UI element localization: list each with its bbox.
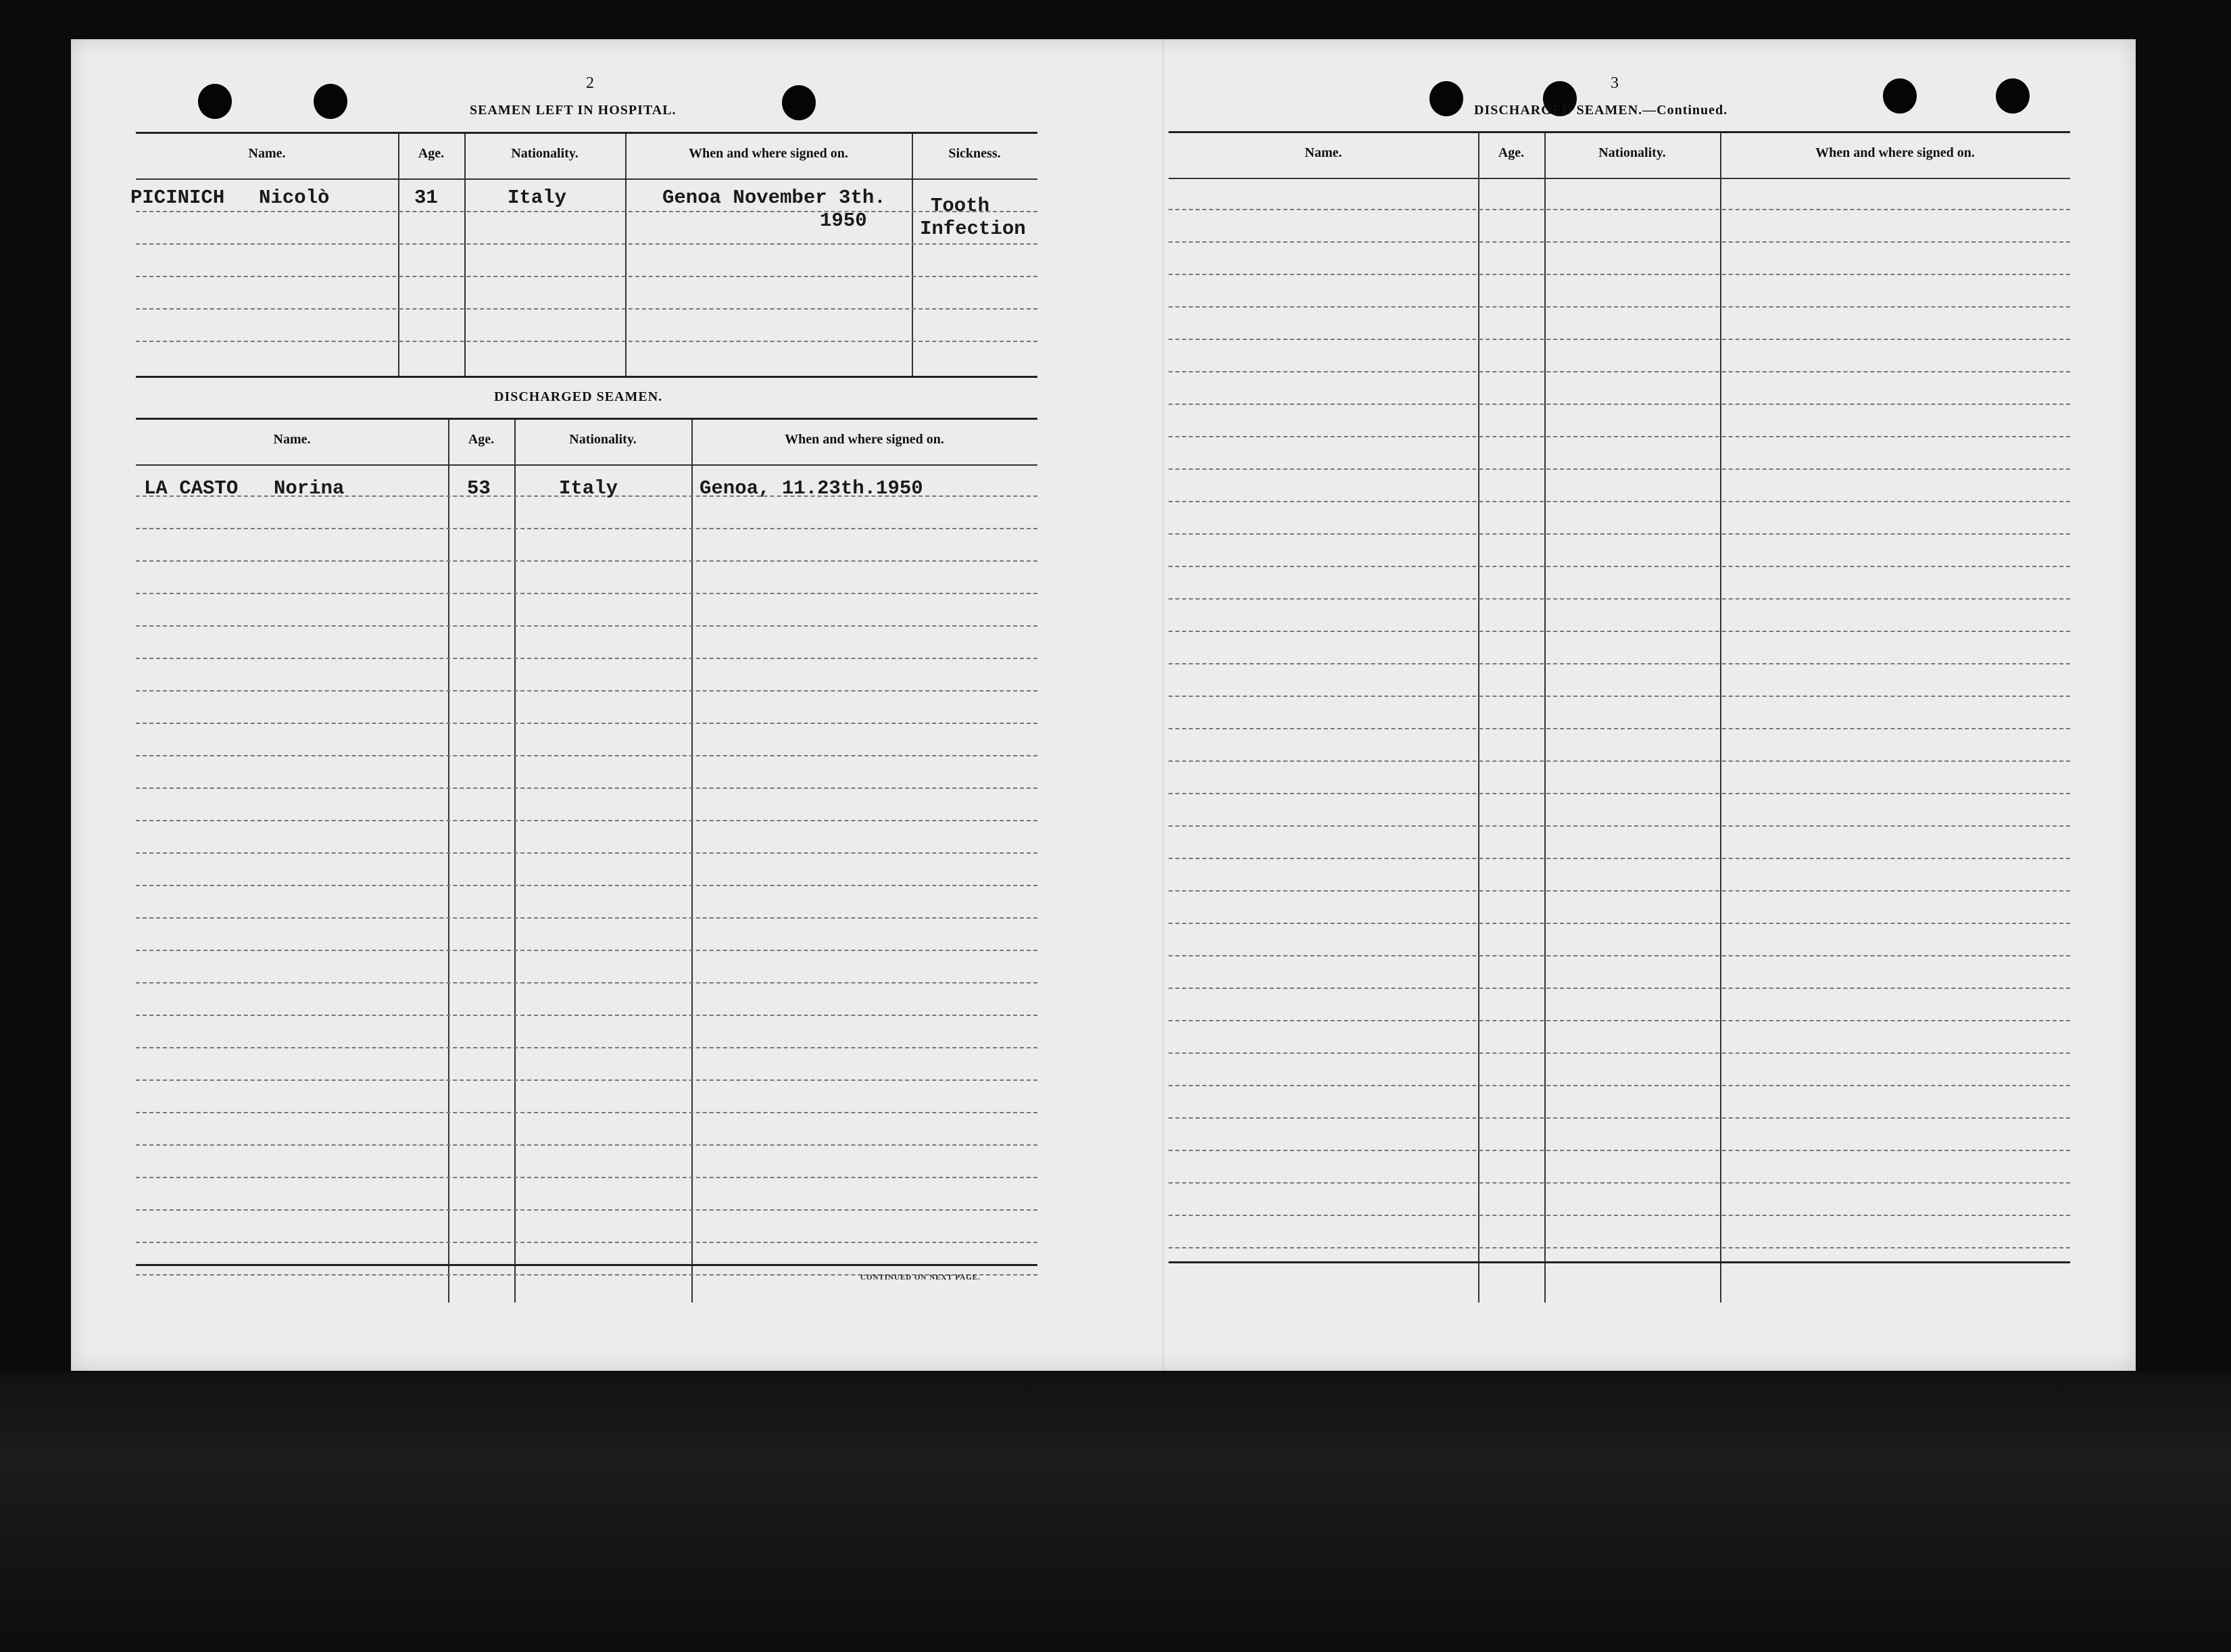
discharged-continued-table bbox=[1169, 131, 2070, 1303]
hospital-entry-given-name: Nicolò bbox=[259, 187, 330, 209]
col-header-nationality: Nationality. bbox=[511, 146, 579, 161]
col-header-name: Name. bbox=[273, 432, 311, 447]
punch-hole bbox=[198, 84, 232, 119]
discharged-entry-signed-on: Genoa, 11.23th.1950 bbox=[700, 477, 923, 500]
col-header-nationality: Nationality. bbox=[1598, 145, 1666, 160]
discharged-continued-title: DISCHARGED SEAMEN.—Continued. bbox=[1474, 103, 1728, 118]
col-header-name: Name. bbox=[1304, 145, 1342, 160]
punch-hole bbox=[1996, 78, 2030, 114]
hospital-section-title: SEAMEN LEFT IN HOSPITAL. bbox=[470, 103, 677, 118]
discharged-entry-nationality: Italy bbox=[559, 477, 618, 500]
hospital-entry-signed-on: Genoa November 3th. bbox=[662, 187, 886, 209]
hospital-table bbox=[136, 132, 1037, 378]
discharged-entry-surname: LA CASTO bbox=[144, 477, 239, 500]
discharged-entry-age: 53 bbox=[467, 477, 491, 500]
hospital-entry-sickness-2: Infection bbox=[920, 218, 1026, 240]
punch-hole bbox=[314, 84, 347, 119]
hospital-entry-sickness-1: Tooth bbox=[931, 195, 990, 217]
col-header-age: Age. bbox=[418, 146, 445, 161]
page-fold bbox=[1162, 39, 1164, 1371]
discharged-table bbox=[136, 418, 1037, 1303]
punch-hole bbox=[1429, 81, 1463, 116]
scanner-background bbox=[0, 1372, 2231, 1652]
hospital-entry-age: 31 bbox=[414, 187, 438, 209]
col-header-age: Age. bbox=[1498, 145, 1525, 160]
hospital-entry-surname: PICINICH bbox=[130, 187, 225, 209]
punch-hole bbox=[782, 85, 816, 120]
col-header-signed-on: When and where signed on. bbox=[1815, 145, 1975, 160]
discharged-section-title: DISCHARGED SEAMEN. bbox=[494, 389, 663, 404]
hospital-entry-nationality: Italy bbox=[508, 187, 567, 209]
col-header-sickness: Sickness. bbox=[948, 146, 1001, 161]
discharged-entry-given-name: Norina bbox=[274, 477, 345, 500]
col-header-signed-on: When and where signed on. bbox=[785, 432, 944, 447]
ledger-spread bbox=[71, 39, 2136, 1371]
col-header-signed-on: When and where signed on. bbox=[689, 146, 848, 161]
col-header-name: Name. bbox=[248, 146, 286, 161]
page-number-left: 2 bbox=[586, 74, 594, 92]
col-header-nationality: Nationality. bbox=[569, 432, 637, 447]
col-header-age: Age. bbox=[468, 432, 495, 447]
page-number-right: 3 bbox=[1611, 74, 1619, 92]
punch-hole bbox=[1883, 78, 1917, 114]
hospital-entry-signed-on-year: 1950 bbox=[820, 210, 867, 232]
continued-note: CONTINUED ON NEXT PAGE. bbox=[860, 1273, 981, 1282]
